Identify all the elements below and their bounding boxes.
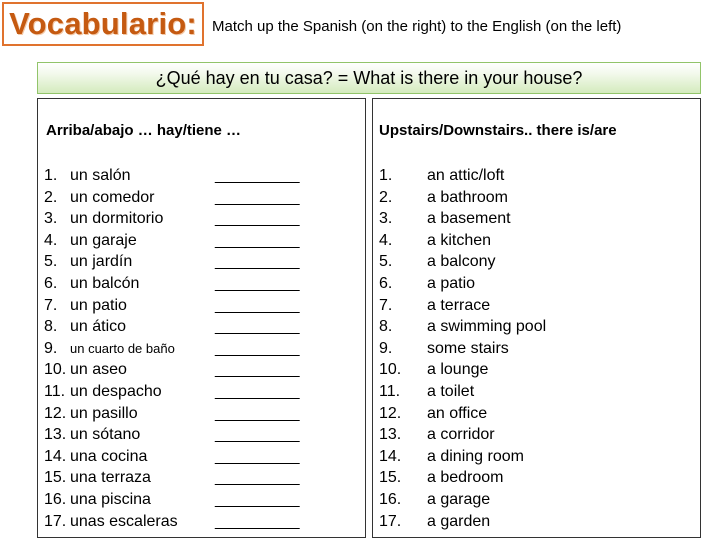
english-word: a swimming pool xyxy=(427,318,547,336)
item-number: 8. xyxy=(44,318,58,336)
question-text: ¿Qué hay en tu casa? = What is there in your house? xyxy=(155,67,583,88)
item-number: 8. xyxy=(379,318,393,336)
english-word: a toilet xyxy=(427,382,475,400)
english-word: a bedroom xyxy=(427,469,504,487)
item-number: 17. xyxy=(379,512,402,530)
item-number: 7. xyxy=(379,296,393,314)
item-number: 17. xyxy=(44,512,67,530)
item-number: 13. xyxy=(44,426,67,444)
item-number: 11. xyxy=(44,382,66,400)
answer-blank: __________ xyxy=(215,318,299,336)
item-number: 13. xyxy=(379,426,402,444)
item-number: 12. xyxy=(44,404,67,422)
english-word: a corridor xyxy=(427,426,495,444)
item-number: 3. xyxy=(44,210,58,228)
item-number: 5. xyxy=(379,253,393,271)
item-number: 14. xyxy=(44,447,67,465)
english-word: a basement xyxy=(427,210,511,228)
spanish-heading: Arriba/abajo … hay/tiene … xyxy=(46,122,242,139)
english-word: a terrace xyxy=(427,296,491,314)
spanish-word: una terraza xyxy=(70,469,151,487)
spanish-word: un cuarto de baño xyxy=(70,340,175,356)
answer-blank: __________ xyxy=(215,339,299,357)
item-number: 11. xyxy=(379,382,401,400)
item-number: 6. xyxy=(379,274,393,292)
english-word: an attic/loft xyxy=(427,167,505,184)
spanish-word: un ático xyxy=(70,318,127,336)
english-panel xyxy=(372,98,701,538)
spanish-word: una piscina xyxy=(70,490,151,508)
item-number: 9. xyxy=(44,339,58,357)
answer-blank: __________ xyxy=(215,274,299,292)
answer-blank: __________ xyxy=(215,188,299,206)
answer-blank: __________ xyxy=(215,361,299,379)
answer-blank: __________ xyxy=(215,167,299,184)
spanish-word: un jardín xyxy=(70,253,133,271)
page-title: Vocabulario: xyxy=(9,6,197,41)
answer-blank: __________ xyxy=(215,490,299,508)
english-word: a dining room xyxy=(427,447,524,465)
answer-blank: __________ xyxy=(215,469,299,487)
answer-blank: __________ xyxy=(215,231,299,249)
instruction-text: Match up the Spanish (on the right) to the English (on the left) xyxy=(212,18,622,35)
english-word: an office xyxy=(427,404,488,422)
spanish-word: un despacho xyxy=(70,382,162,400)
english-word: a kitchen xyxy=(427,231,492,249)
english-heading: Upstairs/Downstairs.. there is/are xyxy=(379,122,617,139)
spanish-word: un aseo xyxy=(70,361,127,379)
english-word: a patio xyxy=(427,274,476,292)
item-number: 2. xyxy=(379,188,393,206)
item-number: 12. xyxy=(379,404,402,422)
answer-blank: __________ xyxy=(215,447,299,465)
english-word: a garage xyxy=(427,490,491,508)
item-number: 2. xyxy=(44,188,58,206)
answer-blank: __________ xyxy=(215,382,299,400)
item-number: 3. xyxy=(379,210,393,228)
spanish-word: un garaje xyxy=(70,231,137,249)
question-banner xyxy=(37,62,701,94)
spanish-word: unas escaleras xyxy=(70,512,178,530)
spanish-word: un dormitorio xyxy=(70,210,164,228)
item-number: 14. xyxy=(379,447,402,465)
item-number: 6. xyxy=(44,274,58,292)
item-number: 16. xyxy=(44,490,67,508)
item-number: 1. xyxy=(379,167,393,184)
spanish-panel xyxy=(37,98,366,538)
item-number: 10. xyxy=(379,361,402,379)
item-number: 9. xyxy=(379,339,393,357)
answer-blank: __________ xyxy=(215,512,299,530)
answer-blank: __________ xyxy=(215,253,299,271)
spanish-word: un patio xyxy=(70,296,127,314)
item-number: 7. xyxy=(44,296,58,314)
item-number: 10. xyxy=(44,361,67,379)
title-box xyxy=(2,2,204,46)
item-number: 16. xyxy=(379,490,402,508)
answer-blank: __________ xyxy=(215,210,299,228)
item-number: 5. xyxy=(44,253,58,271)
spanish-word: un sótano xyxy=(70,426,141,444)
item-number: 1. xyxy=(44,167,58,184)
item-number: 4. xyxy=(44,231,58,249)
english-word: a garden xyxy=(427,512,491,530)
answer-blank: __________ xyxy=(215,296,299,314)
item-number: 15. xyxy=(44,469,67,487)
spanish-word: un balcón xyxy=(70,274,140,292)
spanish-word: un comedor xyxy=(70,188,155,206)
english-word: some stairs xyxy=(427,339,509,357)
answer-blank: __________ xyxy=(215,426,299,444)
spanish-word: un pasillo xyxy=(70,404,138,422)
answer-blank: __________ xyxy=(215,404,299,422)
spanish-word: un salón xyxy=(70,167,131,184)
english-word: a lounge xyxy=(427,361,489,379)
item-number: 4. xyxy=(379,231,393,249)
english-word: a balcony xyxy=(427,253,496,271)
english-word: a bathroom xyxy=(427,188,508,206)
spanish-word: una cocina xyxy=(70,447,148,465)
item-number: 15. xyxy=(379,469,402,487)
